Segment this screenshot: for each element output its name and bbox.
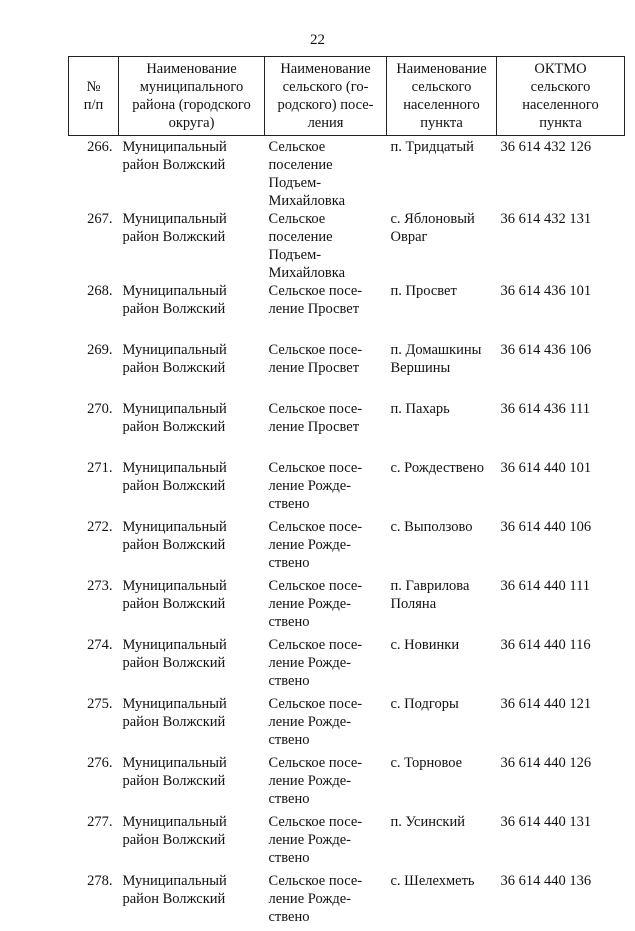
settlement-cell [265,695,387,754]
locality-cell [387,518,497,577]
header-line: сельского [412,79,472,95]
locality-cell-line: с. Новинки [391,637,460,653]
district-cell-line: Муниципальный [123,211,227,227]
settlement-cell-line: Сельское посе- [269,342,363,358]
settlement-cell-line: ление Рожде- [269,537,352,553]
locality-cell-line: п. Пахарь [391,401,450,417]
district-cell [119,872,265,931]
settlement-cell-line: ление Просвет [269,419,360,435]
district-cell [119,459,265,518]
settlement-cell-line: Сельское посе- [269,696,363,712]
locality-cell-line: с. Рождествено [391,460,484,476]
settlement-cell-line: ствено [269,496,310,512]
settlement-cell-line: ствено [269,614,310,630]
locality-cell [387,754,497,813]
table-row [69,518,625,577]
oktmo-cell: 36 614 440 126 [497,754,625,813]
locality-cell-line: с. Выползово [391,519,473,535]
district-cell-line: район Волжский [123,891,226,907]
settlement-cell-line: ствено [269,909,310,925]
settlement-cell-line: ление Рожде- [269,655,352,671]
settlement-cell-line: Сельское посе- [269,519,363,535]
table-row [69,341,625,400]
page-number: 22 [0,32,635,49]
locality-cell [387,282,497,341]
settlement-cell-line: ствено [269,850,310,866]
header-line: Наименование [146,61,236,77]
table-row [69,282,625,341]
district-cell-line: Муниципальный [123,873,227,889]
locality-cell [387,695,497,754]
locality-cell-line: с. Подгоры [391,696,459,712]
settlement-cell-line: ление Рожде- [269,832,352,848]
locality-cell [387,813,497,872]
table-row [69,210,625,282]
settlement-cell-line: Сельское посе- [269,814,363,830]
table-row [69,695,625,754]
district-cell-line: район Волжский [123,229,226,245]
district-cell-line: Муниципальный [123,342,227,358]
settlement-cell-line: ствено [269,732,310,748]
oktmo-cell: 36 614 440 136 [497,872,625,931]
settlement-cell-line: ление Рожде- [269,596,352,612]
district-cell-line: район Волжский [123,655,226,671]
settlement-cell-line: Сельское посе- [269,873,363,889]
row-number: 270. [69,400,119,459]
district-cell [119,577,265,636]
header-number [69,57,119,136]
settlement-cell [265,577,387,636]
settlement-cell-line: ствено [269,555,310,571]
settlement-cell-line: ление Рожде- [269,478,352,494]
row-number: 267. [69,210,119,282]
oktmo-cell: 36 614 440 111 [497,577,625,636]
district-cell [119,341,265,400]
table-header [69,57,625,136]
district-cell-line: район Волжский [123,596,226,612]
locality-cell [387,400,497,459]
locality-cell [387,136,497,211]
settlement-cell-line: ление Просвет [269,360,360,376]
header-locality [387,57,497,136]
locality-cell-line: п. Тридцатый [391,139,474,155]
table-row [69,636,625,695]
district-cell-line: Муниципальный [123,460,227,476]
header-settlement [265,57,387,136]
district-cell-line: район Волжский [123,832,226,848]
settlement-cell [265,400,387,459]
row-number: 272. [69,518,119,577]
table-row [69,754,625,813]
locality-cell-line: п. Просвет [391,283,457,299]
settlement-cell [265,636,387,695]
settlement-cell-line: ление Рожде- [269,714,352,730]
table-row [69,136,625,211]
table-row [69,400,625,459]
settlement-cell-line: Сельское посе- [269,755,363,771]
district-cell [119,400,265,459]
oktmo-cell: 36 614 440 106 [497,518,625,577]
settlement-cell-line: Сельское посе- [269,637,363,653]
settlement-cell-line: Сельское посе- [269,283,363,299]
district-cell [119,813,265,872]
settlement-cell [265,341,387,400]
settlement-cell [265,754,387,813]
locality-cell [387,636,497,695]
locality-cell-line: Поляна [391,596,437,612]
locality-cell [387,577,497,636]
district-cell [119,136,265,211]
district-cell-line: район Волжский [123,360,226,376]
header-line: ления [308,115,344,131]
settlement-cell-line: Сельское поселение Подъем- [269,211,333,263]
district-cell-line: район Волжский [123,157,226,173]
settlement-cell-line: Михайловка [269,193,346,209]
district-cell-line: район Волжский [123,537,226,553]
header-line: района (городского [132,97,250,113]
header-line: сельского (го- [283,79,369,95]
settlement-cell-line: ствено [269,673,310,689]
table-row [69,577,625,636]
row-number: 275. [69,695,119,754]
settlement-cell [265,136,387,211]
row-number: 266. [69,136,119,211]
header-line: Наименование [280,61,370,77]
settlement-cell [265,459,387,518]
table-row [69,813,625,872]
header-line: родского) посе- [278,97,374,113]
district-cell [119,210,265,282]
oktmo-cell: 36 614 440 121 [497,695,625,754]
oktmo-cell: 36 614 436 111 [497,400,625,459]
table-body [69,136,625,931]
settlement-cell-line: Сельское поселение Подъем- [269,139,333,191]
row-number: 269. [69,341,119,400]
settlements-table [68,56,625,931]
settlement-cell-line: Сельское посе- [269,578,363,594]
header-line: округа) [169,115,215,131]
locality-cell-line: п. Усинский [391,814,466,830]
locality-cell-line: Вершины [391,360,451,376]
settlement-cell-line: ление Рожде- [269,891,352,907]
settlement-cell-line: ление Просвет [269,301,360,317]
district-cell-line: Муниципальный [123,637,227,653]
settlement-cell [265,518,387,577]
settlement-cell-line: ствено [269,791,310,807]
district-cell-line: Муниципальный [123,755,227,771]
district-cell-line: Муниципальный [123,519,227,535]
locality-cell-line: с. Яблоновый [391,211,475,227]
district-cell-line: район Волжский [123,301,226,317]
settlement-cell-line: ление Рожде- [269,773,352,789]
header-line: пункта [420,115,463,131]
header-line: Наименование [396,61,486,77]
settlement-cell-line: Сельское посе- [269,401,363,417]
locality-cell-line: Овраг [391,229,428,245]
district-cell-line: район Волжский [123,773,226,789]
row-number: 276. [69,754,119,813]
district-cell-line: Муниципальный [123,696,227,712]
district-cell-line: район Волжский [123,478,226,494]
district-cell-line: Муниципальный [123,814,227,830]
row-number: 274. [69,636,119,695]
settlement-cell-line: Михайловка [269,265,346,281]
oktmo-cell: 36 614 440 116 [497,636,625,695]
row-number: 277. [69,813,119,872]
locality-cell-line: п. Гаврилова [391,578,470,594]
settlement-cell [265,872,387,931]
district-cell-line: Муниципальный [123,283,227,299]
locality-cell-line: с. Шелехметь [391,873,475,889]
header-line: муниципального [140,79,243,95]
locality-cell [387,872,497,931]
district-cell-line: Муниципальный [123,139,227,155]
oktmo-cell: 36 614 432 131 [497,210,625,282]
district-cell [119,518,265,577]
district-cell-line: Муниципальный [123,401,227,417]
locality-cell [387,210,497,282]
settlement-cell [265,282,387,341]
table-row [69,872,625,931]
oktmo-cell: 36 614 436 101 [497,282,625,341]
settlement-cell [265,813,387,872]
header-line: пункта [539,115,582,131]
locality-cell [387,341,497,400]
locality-cell [387,459,497,518]
locality-cell-line: с. Торновое [391,755,463,771]
district-cell [119,636,265,695]
district-cell [119,754,265,813]
district-cell [119,695,265,754]
oktmo-cell: 36 614 440 101 [497,459,625,518]
settlement-cell-line: Сельское посе- [269,460,363,476]
district-cell-line: район Волжский [123,714,226,730]
header-district [119,57,265,136]
header-line: населенного [403,97,480,113]
table-row [69,459,625,518]
row-number: 268. [69,282,119,341]
row-number: 273. [69,577,119,636]
settlement-cell [265,210,387,282]
header-oktmo [497,57,625,136]
header-line: населенного [522,97,599,113]
header-line: ОКТМО [534,61,586,77]
header-row [69,57,625,136]
oktmo-cell: 36 614 440 131 [497,813,625,872]
district-cell [119,282,265,341]
oktmo-cell: 36 614 436 106 [497,341,625,400]
district-cell-line: Муниципальный [123,578,227,594]
header-line: п/п [84,97,104,113]
district-cell-line: район Волжский [123,419,226,435]
row-number: 271. [69,459,119,518]
header-line: сельского [531,79,591,95]
row-number: 278. [69,872,119,931]
locality-cell-line: п. Домашкины [391,342,482,358]
oktmo-cell: 36 614 432 126 [497,136,625,211]
header-line: № [87,79,101,95]
